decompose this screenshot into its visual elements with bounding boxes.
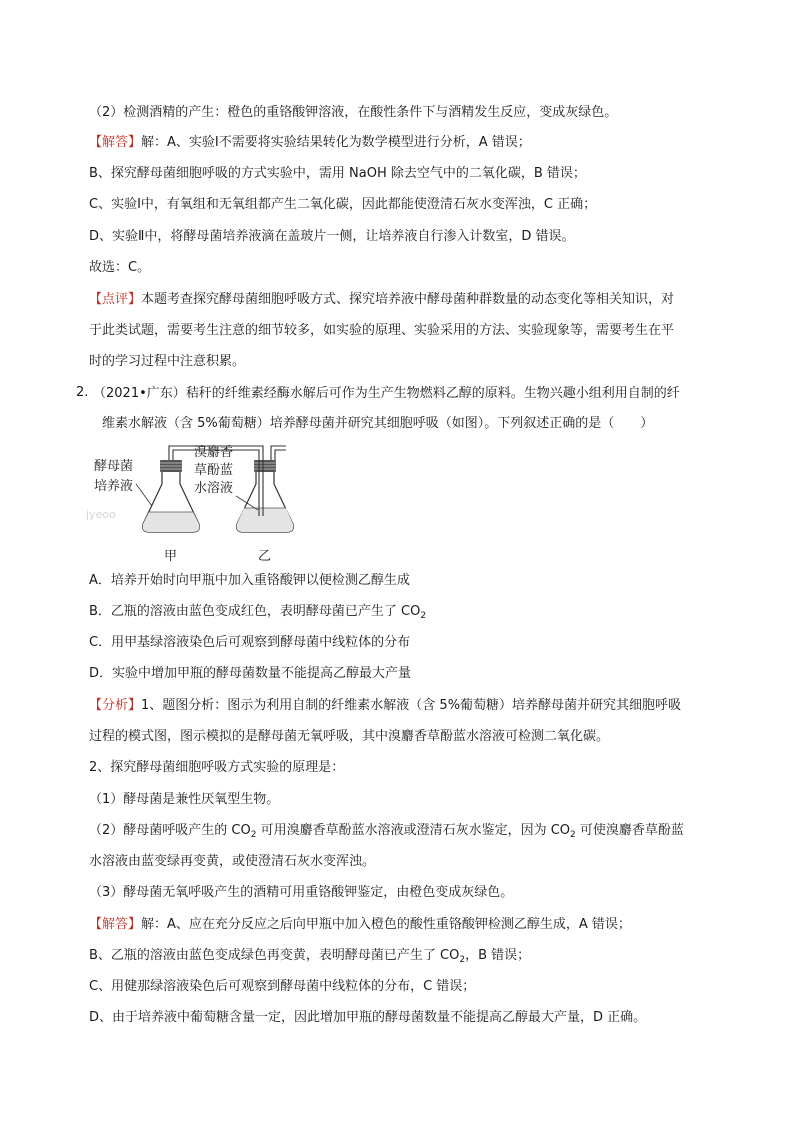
analysis-5-part-2: 可用溴麝香草酚蓝水溶液或澄清石灰水鉴定，因为 CO: [256, 823, 571, 838]
analysis-6: 水溶液由蓝变绿再变黄，或使澄清石灰水变浑浊。: [89, 854, 376, 869]
answer-d: D、由于培养液中葡萄糖含量一定，因此增加甲瓶的酵母菌数量不能提高乙醇最大产量，D 正确。: [89, 1010, 647, 1025]
prev-review-3: 时的学习过程中注意积累。: [89, 354, 246, 369]
prev-choice: 故选：C。: [89, 260, 151, 275]
question-number: 2.: [76, 385, 89, 400]
co2-subscript: 2: [459, 955, 466, 965]
prev-review-1: [89, 291, 674, 309]
option-b: [89, 603, 426, 621]
mid-label-line-1: 溴麝香: [194, 445, 234, 460]
review-text-1: 本题考查探究酵母菌细胞呼吸方式、探究培养液中酵母菌种群数量的动态变化等相关知识，对: [141, 292, 675, 307]
review-tag: 【点评】: [89, 292, 142, 307]
flask-yi-label: 乙: [258, 549, 272, 564]
question-stem-1: （2021•广东）秸秆的纤维素经酶水解后可作为生产生物燃料乙醇的原料。生物兴趣小组利用自制的纤: [93, 386, 680, 401]
prev-review-2: 于此类试题，需要考生注意的细节较多，如实验的原理、实验采用的方法、实验现象等，需要考生在平: [89, 323, 675, 338]
answer-b-part-2: ，B 错误；: [465, 948, 531, 963]
watermark: jyeoo: [86, 508, 116, 521]
left-label-line-2: 培养液: [94, 479, 134, 494]
analysis-5: [89, 822, 684, 840]
left-label-line-1: 酵母菌: [94, 459, 134, 474]
prev-answer-d: D、实验Ⅱ中，将酵母菌培养液滴在盖玻片一侧，让培养液自行渗入计数室，D 错误。: [89, 229, 575, 244]
option-c: C．用甲基绿溶液染色后可观察到酵母菌中线粒体的分布: [89, 635, 411, 650]
analysis-5-part-1: （2）酵母菌呼吸产生的 CO: [89, 823, 251, 838]
analysis-tag: 【分析】: [89, 698, 142, 713]
experiment-figure: [86, 438, 316, 568]
analysis-7: （3）酵母菌无氧呼吸产生的酒精可用重铬酸钾鉴定，由橙色变成灰绿色。: [89, 885, 514, 900]
option-a: A．培养开始时向甲瓶中加入重铬酸钾以便检测乙醇生成: [89, 573, 410, 588]
mid-label-line-3: 水溶液: [194, 481, 234, 496]
answer-c: C、用健那绿溶液染色后可观察到酵母菌中线粒体的分布，C 错误；: [89, 979, 476, 994]
co2-subscript: 2: [570, 830, 576, 840]
co2-subscript: 2: [420, 611, 427, 621]
flask-jia: [143, 460, 200, 532]
co2-subscript: 2: [250, 830, 257, 840]
question-stem-2: 维素水解液（含 5%葡萄糖）培养酵母菌并研究其细胞呼吸（如图）。下列叙述正确的是（ ）: [102, 416, 654, 431]
answer-b-part-1: B、乙瓶的溶液由蓝色变成绿色再变黄，表明酵母菌已产生了 CO: [89, 948, 460, 963]
analysis-3: 2、探究酵母菌细胞呼吸方式实验的原理是：: [89, 760, 345, 775]
answer-a-text: 解：A、实验Ⅰ不需要将实验结果转化为数学模型进行分析，A 错误；: [141, 135, 531, 150]
option-b-text: B．乙瓶的溶液由蓝色变成红色，表明酵母菌已产生了 CO: [89, 604, 421, 619]
flask-jia-label: 甲: [164, 549, 178, 564]
analysis-1: [89, 697, 681, 715]
analysis-4: （1）酵母菌是兼性厌氧型生物。: [89, 792, 280, 807]
analysis-5-part-3: 可使溴麝香草酚蓝: [575, 823, 684, 838]
answer-a: [89, 916, 631, 934]
mid-label-line-2: 草酚蓝: [194, 463, 234, 478]
left-leader-line: [136, 484, 152, 506]
answer-b: [89, 947, 530, 965]
prev-detect-alcohol-line: （2）检测酒精的产生：橙色的重铬酸钾溶液，在酸性条件下与酒精发生反应，变成灰绿色。: [89, 105, 618, 120]
prev-answer-a: [89, 134, 531, 152]
flask-yi: [237, 460, 294, 532]
answer-a-text: 解：A、应在充分反应之后向甲瓶中加入橙色的酸性重铬酸钾检测乙醇生成，A 错误；: [141, 917, 631, 932]
prev-answer-c: C、实验Ⅰ中，有氧组和无氧组都产生二氧化碳，因此都能使澄清石灰水变浑浊，C 正确；: [89, 197, 597, 212]
answer-tag: 【解答】: [89, 135, 142, 150]
answer-tag: 【解答】: [89, 917, 142, 932]
analysis-text-1: 1、题图分析：图示为利用自制的纤维素水解液（含 5%葡萄糖）培养酵母菌并研究其细胞呼吸: [141, 698, 682, 713]
prev-answer-b: B、探究酵母菌细胞呼吸的方式实验中，需用 NaOH 除去空气中的二氧化碳，B 错误；: [89, 166, 586, 181]
analysis-2: 过程的模式图，图示模拟的是酵母菌无氧呼吸，其中溴麝香草酚蓝水溶液可检测二氧化碳。: [89, 729, 610, 744]
option-d: D．实验中增加甲瓶的酵母菌数量不能提高乙醇最大产量: [89, 666, 412, 681]
